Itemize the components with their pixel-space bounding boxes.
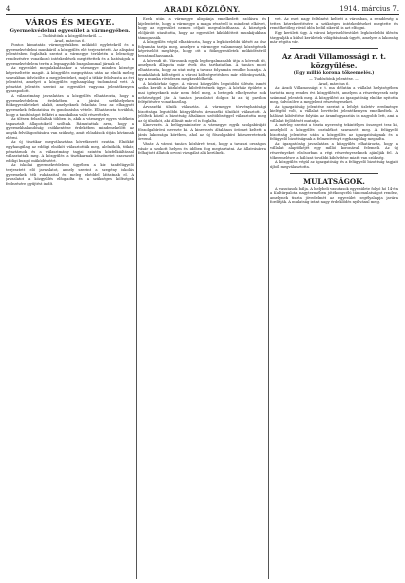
- paragraph: A közkórház ügye. A városi közgyűlés legutóbbi ülésén ismét szóba került a közkórház kibővítésének ügye. A kórház épülete a mai igényeknek már nem felel meg, a betegek elhelyezése sok nehézséggel jár. A tanács javaslatot dolgoz ki az új pavilon felépítésére vonatkozólag.: [138, 81, 266, 105]
- paragraph: Vásár. A városi tanács közhírré teszi, hogy a tavaszi országos vásár a szokott helyen és időben fog megtartatni. Az állatvásárra felhajtott állatok orvosi vizsgálat alá kerülnek.: [138, 141, 266, 156]
- column-1: [6, 17, 134, 579]
- article-title: Gyermekvédelmi egyesület a vármegyében.: [9, 28, 131, 34]
- section-title: VÁROS ÉS MEGYE.: [25, 17, 115, 27]
- article-byline: — Tudósítónk jelentése. —: [309, 77, 359, 82]
- column-divider: [136, 17, 137, 579]
- paragraph: Árvaszéki ülnök választás. A vármegye törvényhatósági bizottsága legutóbbi közgyűlésén árvaszéki ülnököt választott. A jelöltek közül a bizottság általános szótöbbséggel választotta meg az új ülnököt, aki állását már el is foglalta.: [138, 104, 266, 123]
- paragraph: Az ülésen felszólaltak többen is, akik a vármegye egyes vidékein tapasztalt állapotokról szóltak. Rámutattak arra, hogy a gyermekhalandóság csökkentése érdekében mindenekelőtt az anyák felvilágosítására van szükség, amit előadások útján kívánnak elérni.: [6, 117, 134, 140]
- column-2: [138, 17, 266, 579]
- article-place: Arad, március 6.: [54, 38, 86, 43]
- paragraph: A közgyűlés végül elhatározta, hogy a legközelebbi ülését az ősz folyamán tartja meg, amelyre a vármegye valamennyi községének képviselőit meghívja, hogy ott a fiókegyesületek működéséről beszámolhassanak.: [138, 40, 266, 58]
- article-subtitle: (Egy millió korona tőkeemelés.): [293, 70, 375, 76]
- paragraph: A vasutasok bálja. A helybeli vasutasok egyesülete folyó hó 14-én a Kultúrpalota nagytermében jótékonycélú táncmulatságot rendez, amelynek tiszta jövedelmét az egyesület segélyalapja javára fordítják. A mulatság iránt nagy érdeklődés nyilvánul meg.: [270, 186, 398, 205]
- divider: [290, 48, 378, 49]
- article-byline: — Tudósítónk a közgyűlésekről. —: [37, 34, 103, 38]
- paragraph: Kinevezés. A belügyminiszter a vármegye egyik szolgabíráját főszolgabíróvá nevezte ki. A kinevezés általános örömet keltett a járás lakossága körében, ahol az új főszolgabíró közszeretetnek örvend.: [138, 123, 266, 142]
- newspaper-title: ARADI KÖZLÖNY.: [164, 5, 241, 14]
- paragraph: Az egyesület megalakulásakor a vármegye minden községe képviseltette magát. A közgyűlés megnyitása után az elnök meleg szavakban üdvözölte a megjelenteket, majd a titkár felolvasta az évi jelentést, amelyet a közgyűlés egyhangúlag tudomásul vett. A pénztári jelentés szerint az egyesület vagyona jelentékenyen gyarapodott.: [6, 66, 134, 94]
- paragraph: Az Aradi Villamossági r. t. ma délután a vállalat helyiségében tartotta meg rendes évi közgyűlését, amelyen a részvényesek szép számmal jelentek meg. A közgyűlést az igazgatóság elnöke nyitotta meg, üdvözölve a megjelent részvényeseket.: [270, 86, 398, 105]
- article-place: Arad, március 6.: [318, 81, 350, 86]
- section-title: MULATSÁGOK.: [303, 176, 365, 186]
- paragraph: A választmány javaslatára a közgyűlés elhatározta, hogy a gyermekvédelem érdekében a járási székhelyeken fiókegyesületeket alakít, amelyeknek feladata lesz az elhagyott gyermekek felkutatása és gondozásba vétele. Elhatározta továbbá, hogy a tanítóságot felkéri a munkában való részvételre.: [6, 94, 134, 117]
- column-divider: [268, 17, 269, 579]
- paragraph: Pontos kimutatás vármegyénkben működő egyletekről és a gyermekvédelmi munkáról a közgyűlés elé terjesztetett. Az alispáni jelentésben foglaltak szerint a vármegye területén a lelencügy rendezésére vonatkozó intézkedések megtétettek és a hatóságok a gyermekvédelem terén a legnagyobb buzgalommal járnak el.: [6, 43, 134, 66]
- paragraph: A mérleg szerint a tiszta nyereség tekintélyes összeget tesz ki, amelyből a közgyűlés osztalékot szavazott meg. A felügyelő bizottság jelentése után a közgyűlés az igazgatóságnak és a felügyelő bizottságnak a felmentvényt egyhangúlag megadta.: [270, 123, 398, 142]
- paragraph: A közgyűlés végül az igazgatóság és a felügyelő bizottság tagjait újból megválasztotta.: [270, 160, 398, 169]
- paragraph: vet. Az eset nagy feltűnést keltett a városban, a rendőrség a tettes kézrekerítésére a szükséges intézkedéseket megtette és remélhetőleg rövid időn belül sikerül is azt elfogni.: [270, 17, 398, 31]
- column-3: [270, 17, 398, 579]
- paragraph: Az új tisztikar megválasztása következett ezután. Elnökké egyhangúlag az eddigi elnököt választották meg, alelnökök, titkár, pénztárnok és a választmány tagjai szintén közfelkiáltással választattak meg. A közgyűlés a tisztikarnak köszönetet szavazott eddigi buzgó működéséért.: [6, 140, 134, 163]
- issue-date: 1914. március 7.: [339, 5, 399, 13]
- divider: [290, 173, 378, 174]
- paragraph: Az igazgatóság javaslatára a közgyűlés elhatározta, hogy a vállalat alaptőkéjét egy millió koronával felemeli. Az új részvényeket elsősorban a régi részvényeseknek ajánlják fel. A tőkeemelésre a hálózat további kibővítése miatt van szükség.: [270, 141, 398, 160]
- paragraph: A kövesdi út. Városunk egyik legforgalmasabb útja a kövesdi út, amelynek állapota már évek óta tarthatatlan. A tanács most elhatározta, hogy az utat még a tavasz folyamán rendbe hozatja. A munkálatok költségeit a városi költségvetésben már előirányozták, így a munka rövidesen megkezdődhetik.: [138, 58, 266, 82]
- article-title: Az Aradi Villamossági r. t. közgyűlése.: [281, 51, 387, 70]
- paragraph: Egy kerületi ügy. A városi képviselőtestület legközelebbi ülésén tárgyalják a külső kerületek világításának ügyét, amelyre a lakosság már régóta vár.: [270, 30, 398, 45]
- page-number: 4: [6, 5, 11, 13]
- paragraph: Az iskolai gyermekvédelem ügyében a kir. tanfelügyelő terjesztett elő javaslatot, amely szerint a szegény iskolás gyermekek téli ruházattal és meleg ebéddel láttatnak el. A javaslatot a közgyűlés elfogadta és a szükséges költségek fedezésére gyűjtést indít.: [6, 163, 134, 186]
- paragraph: Az igazgatóság jelentése szerint a lefolyt üzletév eredménye kielégítő volt, a vállalat bevételei jelentékenyen emelkedtek. A hálózat kibővítése folytán az áramfogyasztás is nagyobb lett, ami a vállalat fejlődését mutatja.: [270, 104, 398, 123]
- page-header: [6, 5, 399, 15]
- paragraph: Ezek után a vármegye alispánja emelkedett szólásra és kijelentette, hogy a vármegye a maga részéről is mindent elkövet, hogy az egyesület nemes céljait megvalósíthassa. A községek elöljáróit utasította, hogy az egyesület kiküldötteit munkájukban támogassák.: [138, 17, 266, 40]
